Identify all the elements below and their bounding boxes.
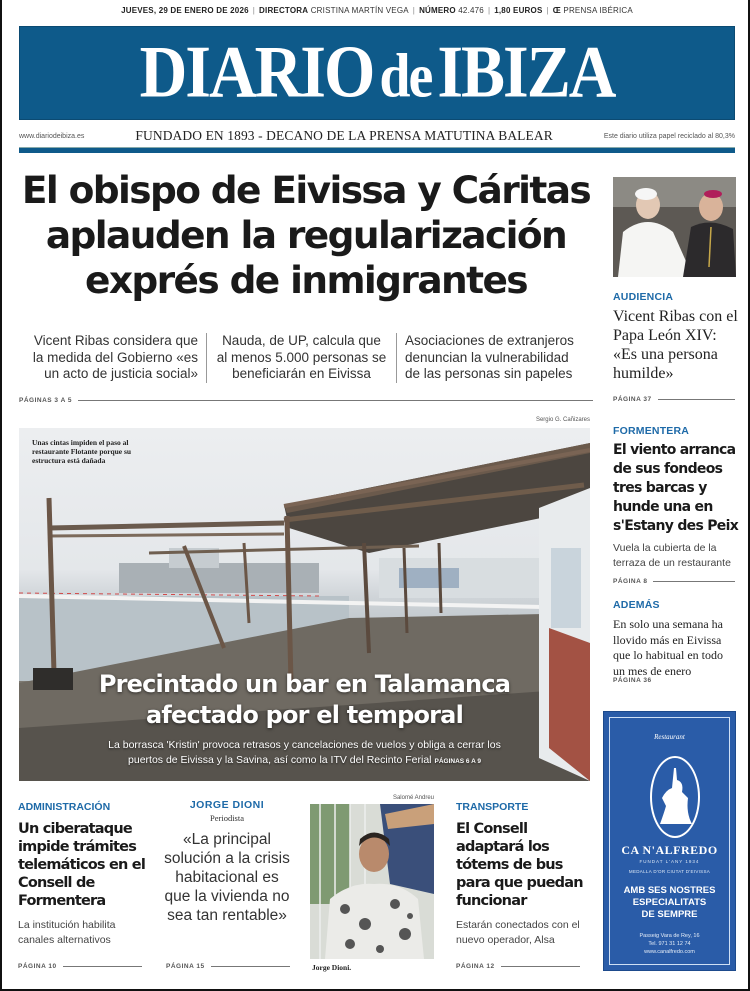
logo-part-diario: DIARIO xyxy=(139,31,374,114)
ad-border xyxy=(609,717,730,965)
interview-name: JORGE DIONI xyxy=(189,799,265,811)
masthead-subbar xyxy=(19,128,735,144)
photo-deck-line: puertos de Eivissa y la Savina, así como la ITV del Recinto Ferial xyxy=(128,754,432,766)
divider xyxy=(211,966,290,967)
ad-address: Passeig Vara de Rey, 16 xyxy=(639,933,700,939)
lead-headline-line: aplauden la regularización xyxy=(45,213,567,257)
sidebar-page-ref-3[interactable] xyxy=(613,677,735,684)
lead-headline[interactable] xyxy=(17,168,595,303)
motto: FUNDADO EN 1893 - DECANO DE LA PRENSA MATUTINA BALEAR xyxy=(135,128,553,143)
ad-emblem-icon xyxy=(650,756,700,838)
photo-headline-line: afectado por el temporal xyxy=(145,701,464,729)
portrait-credit: Salomé Andreu xyxy=(392,795,434,801)
photo-credit: Sergio G. Cañizares xyxy=(535,417,590,423)
bottom-kicker-transporte: TRANSPORTE xyxy=(456,801,529,813)
number-label: NÚMERO xyxy=(419,6,456,15)
page-ref-label: PÁGINA 10 xyxy=(18,963,57,970)
logo-part-de: de xyxy=(379,41,432,112)
issue-number: 42.476 xyxy=(458,6,484,15)
portrait-illustration xyxy=(310,804,434,959)
ad-slogan-line: AMB SES NOSTRES xyxy=(623,885,716,896)
ad-award: MEDALLA D'OR CIUTAT D'EIVISSA xyxy=(628,869,711,874)
page-ref-label: PÁGINA 8 xyxy=(613,578,648,585)
divider xyxy=(653,581,735,582)
masthead[interactable] xyxy=(19,26,735,120)
portrait-caption: Jorge Dioni. xyxy=(312,963,352,972)
bottom-deck-2: Estarán conectados con el nuevo operador, Alsa xyxy=(456,919,580,946)
lead-deck-3: Asociaciones de extranjeros denuncian la vulnerabilidad de las personas sin papeles xyxy=(405,333,574,381)
ad-slogan-line: DE SEMPRE xyxy=(641,909,698,920)
divider xyxy=(658,399,735,400)
sidebar-headline-3[interactable]: En solo una semana ha llovido más en Eivissa que lo habitual en todo un mes de enero xyxy=(613,617,723,678)
bottom-headline-2[interactable]: El Consell adaptará los tótems de bus para que puedan funcionar xyxy=(456,821,583,909)
page-ref-label: PÁGINA 36 xyxy=(613,677,652,684)
sidebar-page-ref-2[interactable] xyxy=(613,578,735,585)
page-ref-label: PÁGINA 12 xyxy=(456,963,495,970)
photo-deck xyxy=(19,738,590,769)
divider xyxy=(63,966,142,967)
lead-page-ref[interactable] xyxy=(19,397,593,404)
ad-slogan xyxy=(610,885,729,921)
ad-restaurant-name: CA N'ALFREDO xyxy=(621,843,718,857)
bottom-deck-1: La institución habilita canales alternativos xyxy=(18,919,116,946)
jorge-dioni-photo[interactable] xyxy=(310,804,434,959)
lead-deck-2: Nauda, de UP, calcula que al menos 5.000 personas se beneficiarán en Eivissa xyxy=(207,333,397,383)
interview-role: Periodista xyxy=(210,813,244,823)
logo-part-ibiza: IBIZA xyxy=(437,31,615,114)
lead-deck-1: Vicent Ribas considera que la medida del Gobierno «es un acto de justicia social» xyxy=(17,333,207,383)
photo-headline-line: Precintado un bar en Talamanca xyxy=(98,670,511,698)
director-label: DIRECTORA xyxy=(259,6,309,15)
page-ref-label: PÁGINA 37 xyxy=(613,396,652,403)
page-ref-label: PÁGINAS 3 A 5 xyxy=(19,397,72,404)
ad-slogan-line: ESPECIALITATS xyxy=(632,897,707,908)
recycled-paper-note: Este diario utiliza papel reciclado al 80,3% xyxy=(603,132,735,140)
pope-meeting-illustration xyxy=(613,177,736,277)
ad-arc-text: Restaurant xyxy=(654,733,685,741)
ad-contact xyxy=(610,932,729,956)
bottom-page-ref-1[interactable] xyxy=(18,963,142,970)
photo-headline[interactable] xyxy=(19,669,590,731)
sidebar-kicker-audiencia: AUDIENCIA xyxy=(613,291,674,303)
pope-bishop-photo[interactable] xyxy=(613,177,736,277)
sidebar-headline-1[interactable]: Vicent Ribas con el Papa León XIV: «Es una persona humilde» xyxy=(613,308,738,382)
ad-founded: FUNDAT L'ANY 1934 xyxy=(639,859,700,864)
main-photo[interactable] xyxy=(19,428,590,781)
website-url[interactable]: www.diariodeibiza.es xyxy=(19,132,85,140)
restaurant-ad[interactable] xyxy=(603,711,736,971)
lead-decks xyxy=(17,333,595,383)
masthead-divider xyxy=(19,147,735,153)
photo-page-ref[interactable]: PÁGINAS 6 A 9 xyxy=(434,758,481,765)
divider xyxy=(501,966,580,967)
sidebar-headline-2[interactable]: El viento arranca de sus fondeos tres barcas y hunde una en s'Estany des Peix xyxy=(613,442,739,534)
photo-deck-line: La borrasca 'Kristin' provoca retrasos y cancelaciones de vuelos y obliga a cerrar los xyxy=(108,739,501,751)
ad-website[interactable]: www.canalfredo.com xyxy=(644,949,695,955)
lead-headline-line: exprés de inmigrantes xyxy=(85,258,527,302)
media-group: PRENSA IBÉRICA xyxy=(563,6,633,15)
ad-phone: Tel. 971 31 12 74 xyxy=(648,941,691,947)
bottom-headline-1[interactable]: Un ciberataque impide trámites telemáticos en el Consell de Formentera xyxy=(18,821,146,909)
director-name: CRISTINA MARTÍN VEGA xyxy=(310,6,409,15)
bottom-page-ref-3[interactable] xyxy=(456,963,580,970)
divider xyxy=(78,400,593,401)
photo-caption: Unas cintas impiden el paso al restaurante Flotante porque su estructura está dañada xyxy=(32,438,132,465)
interview-quote[interactable]: «La principal solución a la crisis habitacional es que la vivienda no sea tan rentable» xyxy=(164,831,290,924)
bottom-kicker-administracion: ADMINISTRACIÓN xyxy=(18,801,111,813)
issue-date: JUEVES, 29 DE ENERO DE 2026 xyxy=(121,6,249,15)
page-ref-label: PÁGINA 15 xyxy=(166,963,205,970)
lead-headline-line: El obispo de Eivissa y Cáritas xyxy=(21,168,591,212)
sidebar-kicker-formentera: FORMENTERA xyxy=(613,425,690,437)
group-logo-icon: Œ xyxy=(552,6,561,15)
newspaper-logo xyxy=(140,30,615,115)
price: 1,80 EUROS xyxy=(494,6,543,15)
sidebar-kicker-ademas: ADEMÁS xyxy=(613,599,660,611)
sidebar-deck-2: Vuela la cubierta de la terraza de un restaurante xyxy=(613,542,731,569)
sidebar-page-ref-1[interactable] xyxy=(613,396,735,403)
statue-icon xyxy=(652,758,698,836)
issue-info-bar: JUEVES, 29 DE ENERO DE 2026 | DIRECTORA CRISTINA MARTÍN VEGA | NÚMERO 42.476 | 1,80 EUROS | Œ PRENSA IBÉRICA xyxy=(121,6,633,15)
bottom-page-ref-2[interactable] xyxy=(166,963,290,970)
